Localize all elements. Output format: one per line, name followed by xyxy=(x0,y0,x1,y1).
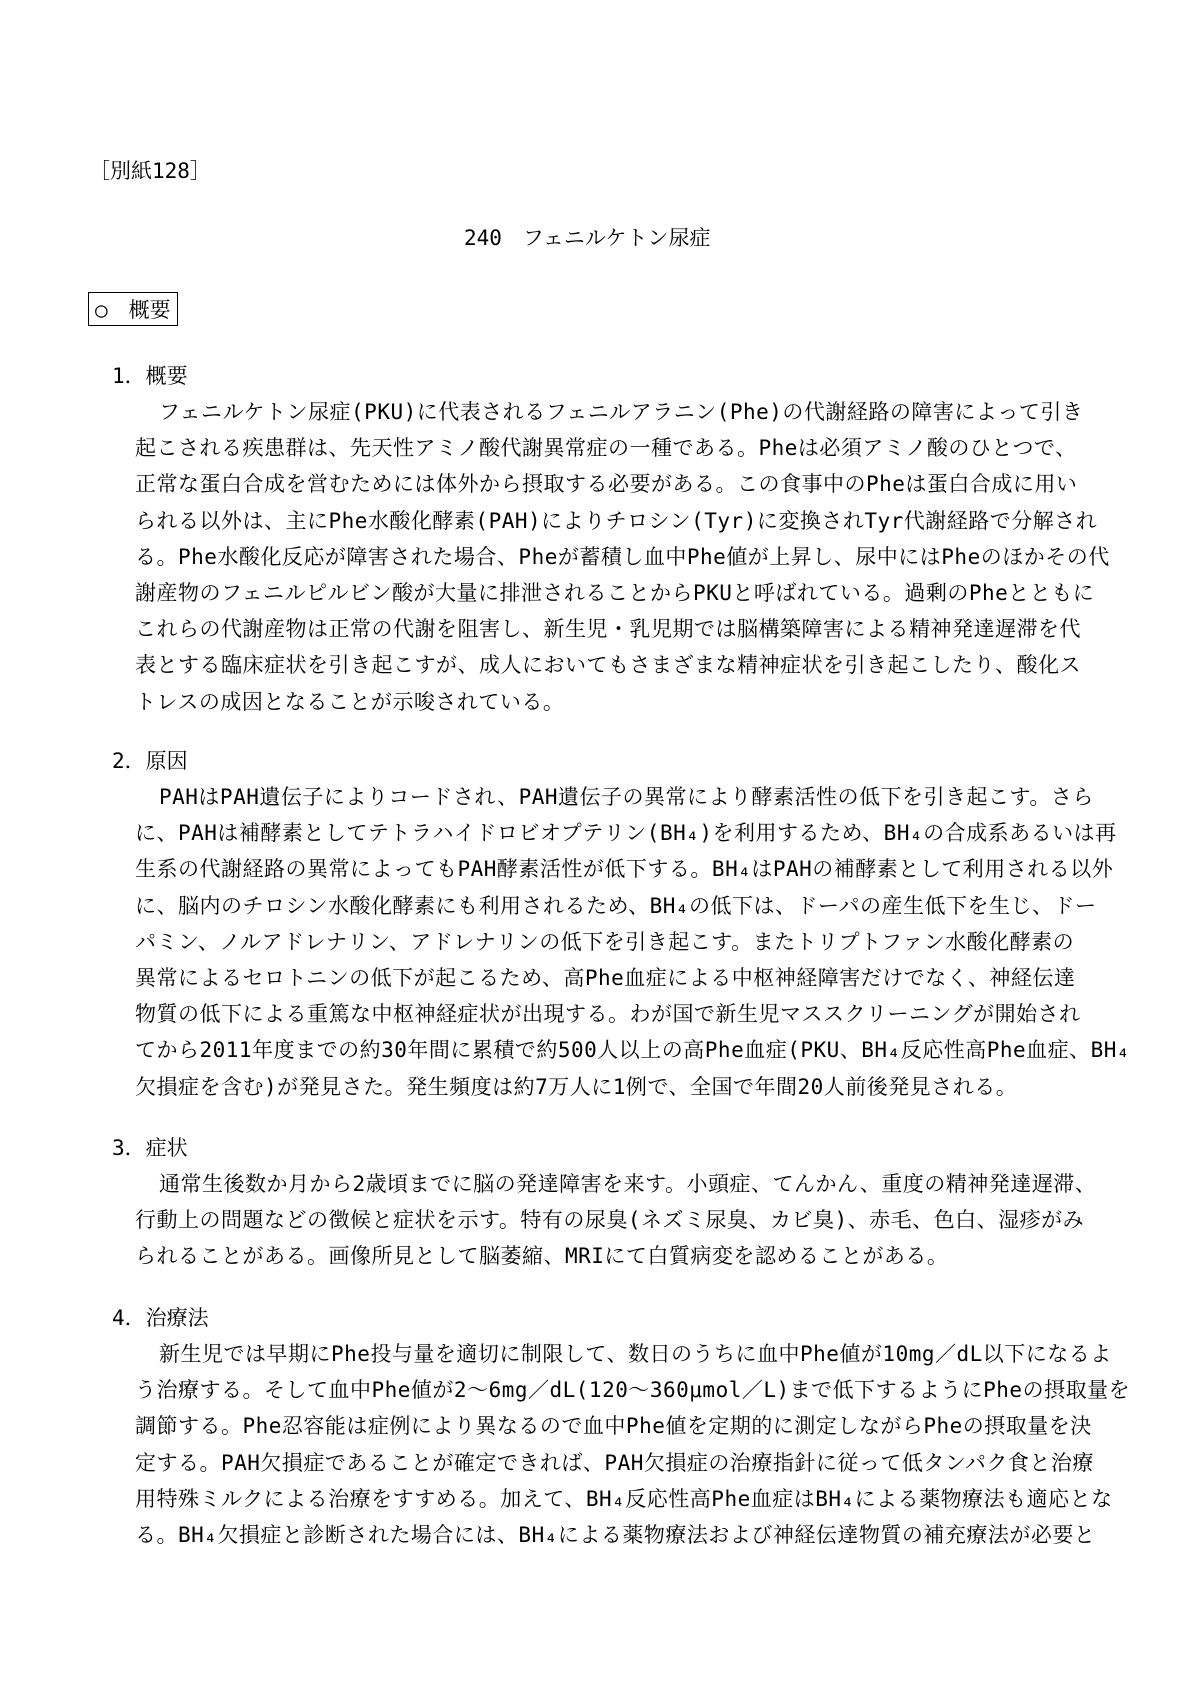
paragraph-line: に、脳内のチロシン水酸化酵素にも利用されるため、BH₄の低下は、ドーパの産生低下を生じ、ドー xyxy=(135,893,1097,918)
paragraph-line: 通常生後数か月から2歳頃までに脳の発達障害を来す。小頭症、てんかん、重度の精神発達遅滞、 xyxy=(159,1172,1097,1196)
paragraph-line: 物質の低下による重篤な中枢神経症状が出現する。わが国で新生児マススクリーニングが開始され xyxy=(135,1002,1081,1027)
paragraph-line: 表とする臨床症状を引き起こすが、成人においてもさまざまな精神症状を引き起こしたり、酸化ス xyxy=(135,653,1081,678)
paragraph-line: フェニルケトン尿症(PKU)に代表されるフェニルアラニン(Phe)の代謝経路の障害によって引き xyxy=(159,400,1084,424)
paragraph-line: 異常によるセロトニンの低下が起こるため、高Phe血症による中枢神経障害だけでなく、神経伝達 xyxy=(135,965,1076,990)
paragraph-line: 調節する。Phe忍容能は症例により異なるので血中Phe値を定期的に測定しながらPheの摂取量を決 xyxy=(135,1414,1092,1439)
paragraph-line: 定する。PAH欠損症であることが確定できれば、PAH欠損症の治療指針に従って低タンパク食と治療 xyxy=(135,1450,1094,1475)
section-overview xyxy=(112,358,1110,720)
paragraph-line: 行動上の問題などの徴候と症状を示す。特有の尿臭(ネズミ尿臭、カビ臭)、赤毛、色白、湿疹がみ xyxy=(135,1208,1085,1233)
paragraph-line: られる以外は、主にPhe水酸化酵素(PAH)によりチロシン(Tyr)に変換されTyr代謝経路で分解され xyxy=(135,508,1098,533)
paragraph-line: 生系の代謝経路の異常によってもPAH酵素活性が低下する。BH₄はPAHの補酵素として利用される以外 xyxy=(135,857,1114,882)
paragraph-line: 用特殊ミルクによる治療をすすめる。加えて、BH₄反応性高Phe血症はBH₄による薬物療法も適応とな xyxy=(135,1486,1113,1511)
attachment-label: ［別紙128］ xyxy=(89,159,211,183)
paragraph-line: 起こされる疾患群は、先天性アミノ酸代謝異常症の一種である。Pheは必須アミノ酸のひとつで、 xyxy=(135,436,1077,461)
paragraph-line: てから2011年度までの約30年間に累積で約500人以上の高Phe血症(PKU、BH₄反応性高Phe血症、BH₄ xyxy=(135,1038,1131,1063)
section-body xyxy=(112,1336,1131,1553)
section-body xyxy=(112,779,1131,1105)
section-heading: 1．概要 xyxy=(112,364,188,388)
paragraph-line: 正常な蛋白合成を営むためには体外から摂取する必要がある。この食事中のPheは蛋白合成に用い xyxy=(135,472,1078,497)
section-body xyxy=(112,1166,1102,1275)
paragraph-line: る。BH₄欠損症と診断された場合には、BH₄による薬物療法および神経伝達物質の補充療法が必要と xyxy=(135,1522,1096,1547)
section-heading: 4．治療法 xyxy=(112,1306,209,1330)
paragraph-line: 欠損症を含む)が発見さた。発生頻度は約7万人に1例で、全国で年間20人前後発見される。 xyxy=(135,1074,1018,1099)
paragraph-line: 新生児では早期にPhe投与量を適切に制限して、数日のうちに血中Phe値が10mg／dL以下になるよ xyxy=(159,1342,1112,1366)
paragraph-line: PAHはPAH遺伝子によりコードされ、PAH遺伝子の異常により酵素活性の低下を引き起こす。さら xyxy=(159,785,1094,809)
paragraph-line: に、PAHは補酵素としてテトラハイドロビオプテリン(BH₄)を利用するため、BH₄の合成系あるいは再 xyxy=(135,821,1117,846)
paragraph-line: トレスの成因となることが示唆されている。 xyxy=(135,689,565,714)
section-cause xyxy=(112,743,1131,1105)
section-symptoms xyxy=(112,1130,1102,1275)
section-heading: 3．症状 xyxy=(112,1136,188,1160)
section-heading: 2．原因 xyxy=(112,749,188,773)
paragraph-line: パミン、ノルアドレナリン、アドレナリンの低下を引き起こす。またトリプトファン水酸化酵素の xyxy=(135,929,1075,954)
paragraph-line: 謝産物のフェニルピルビン酸が大量に排泄されることからPKUと呼ばれている。過剰のPheとともに xyxy=(135,580,1095,605)
paragraph-line: これらの代謝産物は正常の代謝を阻害し、新生児・乳児期では脳構築障害による精神発達遅滞を代 xyxy=(135,617,1081,642)
paragraph-line: る。Phe水酸化反応が障害された場合、Pheが蓄積し血中Phe値が上昇し、尿中にはPheのほかその代 xyxy=(135,544,1110,569)
overview-box-heading: ○ 概要 xyxy=(88,292,178,326)
section-body xyxy=(112,394,1110,720)
paragraph-line: う治療する。そして血中Phe値が2～6mg／dL(120～360μmol／L)まで低下するようにPheの摂取量を xyxy=(135,1378,1131,1403)
paragraph-line: られることがある。画像所見として脳萎縮、MRIにて白質病変を認めることがある。 xyxy=(135,1244,949,1269)
document-title: 240 フェニルケトン尿症 xyxy=(464,226,711,250)
section-treatment xyxy=(112,1300,1131,1553)
